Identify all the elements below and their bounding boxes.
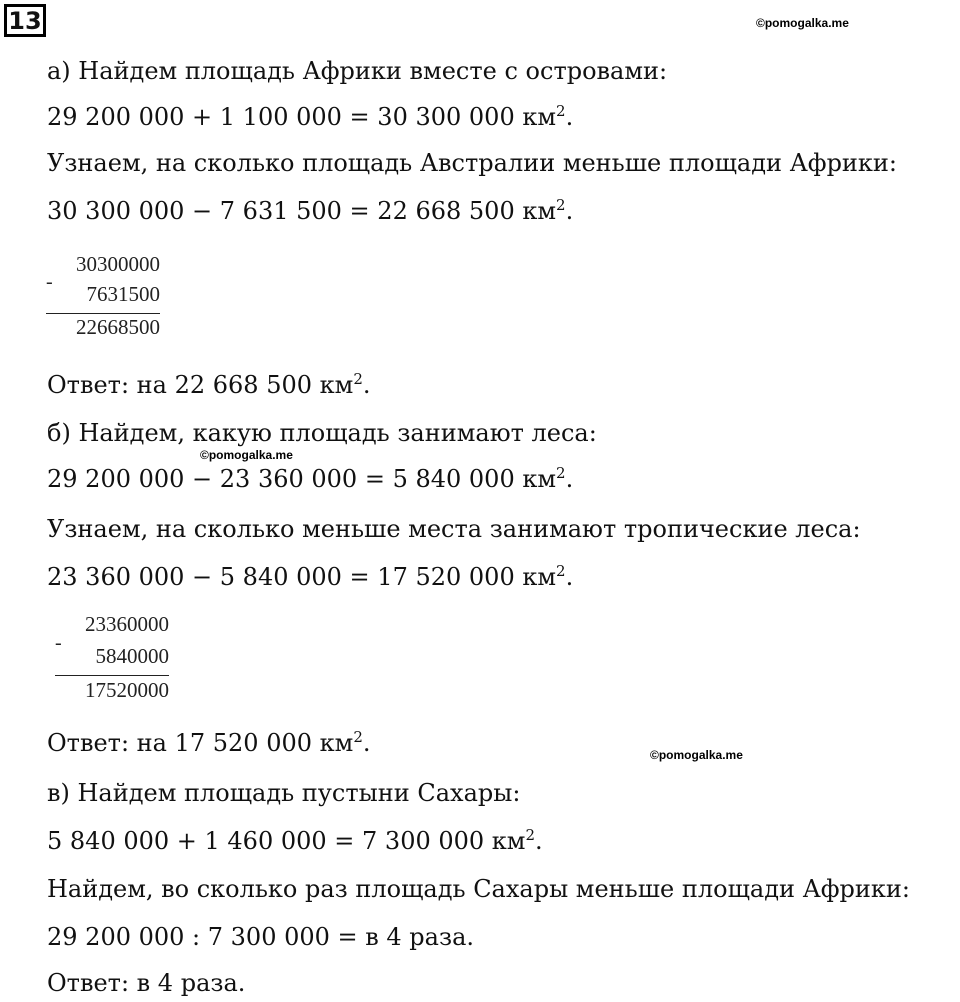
task-number-badge: [4, 4, 46, 37]
superscript: 2: [556, 102, 566, 120]
equation-text: 23 360 000 − 5 840 000 = 17 520 000 км: [47, 563, 557, 591]
column-subtraction-a: [46, 252, 160, 344]
part-b-question: Узнаем, на сколько меньше места занимают тропические леса:: [47, 515, 861, 543]
part-a-answer: [47, 370, 371, 400]
subtrahend: 7631500: [86, 282, 160, 306]
superscript: 2: [525, 826, 536, 844]
sum-line: [55, 675, 169, 676]
superscript: 2: [556, 562, 566, 580]
equation-text: 30 300 000 − 7 631 500 = 22 668 500 км: [47, 197, 557, 225]
part-c-equation-1: [47, 826, 543, 856]
period: .: [565, 197, 574, 225]
part-c-equation-2: 29 200 000 : 7 300 000 = в 4 раза.: [47, 923, 475, 951]
minus-sign: -: [46, 271, 53, 293]
sum-line: [46, 313, 160, 314]
part-c-answer: Ответ: в 4 раза.: [47, 969, 246, 997]
superscript: 2: [556, 464, 566, 482]
result: 22668500: [76, 315, 160, 339]
period: .: [565, 563, 574, 591]
watermark-middle: ©pomogalka.me: [200, 448, 293, 462]
part-a-equation-2: [47, 196, 573, 226]
part-b-title: б) Найдем, какую площадь занимают леса:: [47, 419, 597, 447]
superscript: 2: [353, 728, 363, 746]
part-b-answer: [47, 728, 371, 758]
minuend: 23360000: [85, 612, 169, 636]
task-number: 13: [8, 6, 42, 35]
equation-text: 29 200 000 − 23 360 000 = 5 840 000 км: [47, 465, 557, 493]
superscript: 2: [556, 196, 566, 214]
answer-text: Ответ: на 17 520 000 км: [47, 729, 354, 757]
superscript: 2: [353, 370, 363, 388]
period: .: [362, 371, 371, 399]
part-a-equation-1: [47, 102, 573, 132]
minus-sign: -: [55, 632, 62, 654]
part-b-equation-1: [47, 464, 573, 494]
part-b-equation-2: [47, 562, 573, 592]
minuend: 30300000: [76, 252, 160, 276]
period: .: [535, 827, 543, 855]
part-a-title: а) Найдем площадь Африки вместе с островами:: [47, 57, 668, 85]
part-a-question: Узнаем, на сколько площадь Австралии меньше площади Африки:: [47, 149, 898, 177]
column-subtraction-b: [55, 612, 169, 704]
part-c-question: Найдем, во сколько раз площадь Сахары меньше площади Африки:: [47, 875, 910, 903]
answer-text: Ответ: на 22 668 500 км: [47, 371, 354, 399]
subtrahend: 5840000: [95, 644, 169, 668]
watermark-top: ©pomogalka.me: [756, 16, 849, 30]
result: 17520000: [85, 678, 169, 702]
period: .: [362, 729, 371, 757]
watermark-lower: ©pomogalka.me: [650, 748, 743, 762]
equation-text: 29 200 000 + 1 100 000 = 30 300 000 км: [47, 103, 557, 131]
period: .: [565, 103, 574, 131]
equation-text: 5 840 000 + 1 460 000 = 7 300 000 км: [47, 827, 526, 855]
part-c-title: в) Найдем площадь пустыни Сахары:: [47, 779, 521, 807]
period: .: [565, 465, 574, 493]
